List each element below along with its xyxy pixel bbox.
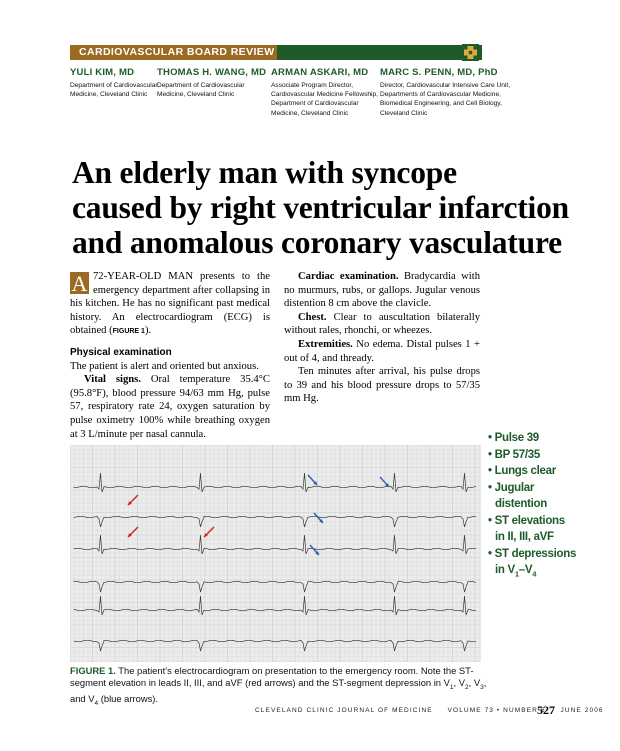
journal-volume: VOLUME 73 • NUMBER 6 — [447, 707, 546, 714]
article-title: An elderly man with syncope caused by right ventricular infarction and anomalous coronary vasculature — [72, 155, 569, 260]
paragraph-extremities: Extremities. No edema. Distal pulses 1 + out of 4, and thready. — [284, 338, 480, 364]
page-number: 527 — [537, 703, 555, 717]
paragraph-chest: Chest. Clear to auscultation bilaterally without rales, rhonchi, or wheezes. — [284, 311, 480, 337]
author-affiliation: Associate Program Director, Cardiovascular Medicine Fellowship, Department of Cardiovascular Medicine, Cleveland Clinic — [271, 82, 379, 117]
paragraph: The patient is alert and oriented but anxious. — [70, 360, 259, 372]
journal-date: JUNE 2006 — [560, 707, 604, 714]
bullet-item-cont: in II, III, aVF — [495, 531, 554, 543]
author-affiliation: Department of Cardiovascular Medicine, Cleveland Clinic — [157, 82, 245, 99]
author-wang — [157, 67, 266, 99]
author-penn — [380, 67, 510, 118]
author-name: ARMAN ASKARI, MD — [271, 67, 369, 78]
section-heading: Physical examination — [70, 346, 172, 358]
section-band-green — [277, 45, 482, 60]
cleveland-clinic-logo-icon — [462, 44, 479, 61]
author-name: YULI KIM, MD — [70, 67, 135, 78]
bullet-item: • Pulse 39 — [488, 432, 539, 444]
paragraph-cardiac: Cardiac examination. Bradycardia with no murmurs, rubs, or gallops. Jugular venous distention 8 cm above the clavicle. — [284, 271, 480, 310]
author-kim — [70, 67, 158, 99]
intro-paragraph: A 72-YEAR-OLD MAN presents to the emergency department after collapsing in his kitchen. He has no significant past medical history. An electrocardiogram (ECG) is obtained (FIGURE 1). — [70, 271, 270, 337]
author-askari — [271, 67, 378, 118]
bullet-item: • BP 57/35 — [488, 448, 540, 461]
bullet-item: • ST elevations — [488, 514, 565, 527]
author-name: THOMAS H. WANG, MD — [157, 67, 267, 78]
figure-reference: FIGURE 1 — [112, 328, 145, 336]
section-band — [70, 45, 482, 60]
bullet-item: • ST depressions — [488, 547, 577, 560]
bullet-item-cont: in $V_1-V_4$ — [495, 564, 537, 579]
paragraph-vital-signs: Vital signs. Oral temperature 35.4°C (95.8°F), blood pressure 94/63 mm Hg, pulse 57, respiratory rate 24, oxygen saturation by pulse oximetry 100% while breathing oxygen at 3 L/minute per nasal cannula. — [70, 374, 270, 440]
ecg-figure — [70, 445, 481, 662]
page-footer — [255, 707, 616, 714]
section-label: CARDIOVASCULAR BOARD REVIEW — [70, 45, 277, 60]
bullet-item: • Jugular — [488, 481, 535, 494]
bullet-item-cont: distention — [495, 498, 547, 510]
figure-caption: FIGURE 1. The patient’s electrocardiogram on presentation to the emergency room. Note the ST-segment elevation in leads II, III, and aVF (red arrows) and the ST-segment depression in $V_1$, $V_2$, $V_3$, and $V_4$ (blue arrows). — [70, 665, 487, 707]
paragraph-ten-minutes: Ten minutes after arrival, his pulse drops to 39 and his blood pressure drops to 57/35 mm Hg. — [284, 366, 480, 405]
bullet-item: • Lungs clear — [488, 465, 556, 477]
drop-cap: A — [71, 271, 88, 296]
author-affiliation: Department of Cardiovascular Medicine, Cleveland Clinic — [70, 82, 158, 99]
author-name: MARC S. PENN, MD, PhD — [380, 67, 498, 78]
author-affiliation: Director, Cardiovascular Intensive Care Unit, Departments of Cardiovascular Medicine, Biomedical Engineering, and Cell Biology, Cleveland Clinic — [380, 82, 511, 117]
key-findings — [488, 430, 576, 583]
journal-name: CLEVELAND CLINIC JOURNAL OF MEDICINE — [255, 707, 433, 714]
body-column-1 — [70, 270, 270, 441]
body-column-2 — [284, 270, 480, 406]
figure-label: FIGURE 1. — [70, 665, 116, 676]
